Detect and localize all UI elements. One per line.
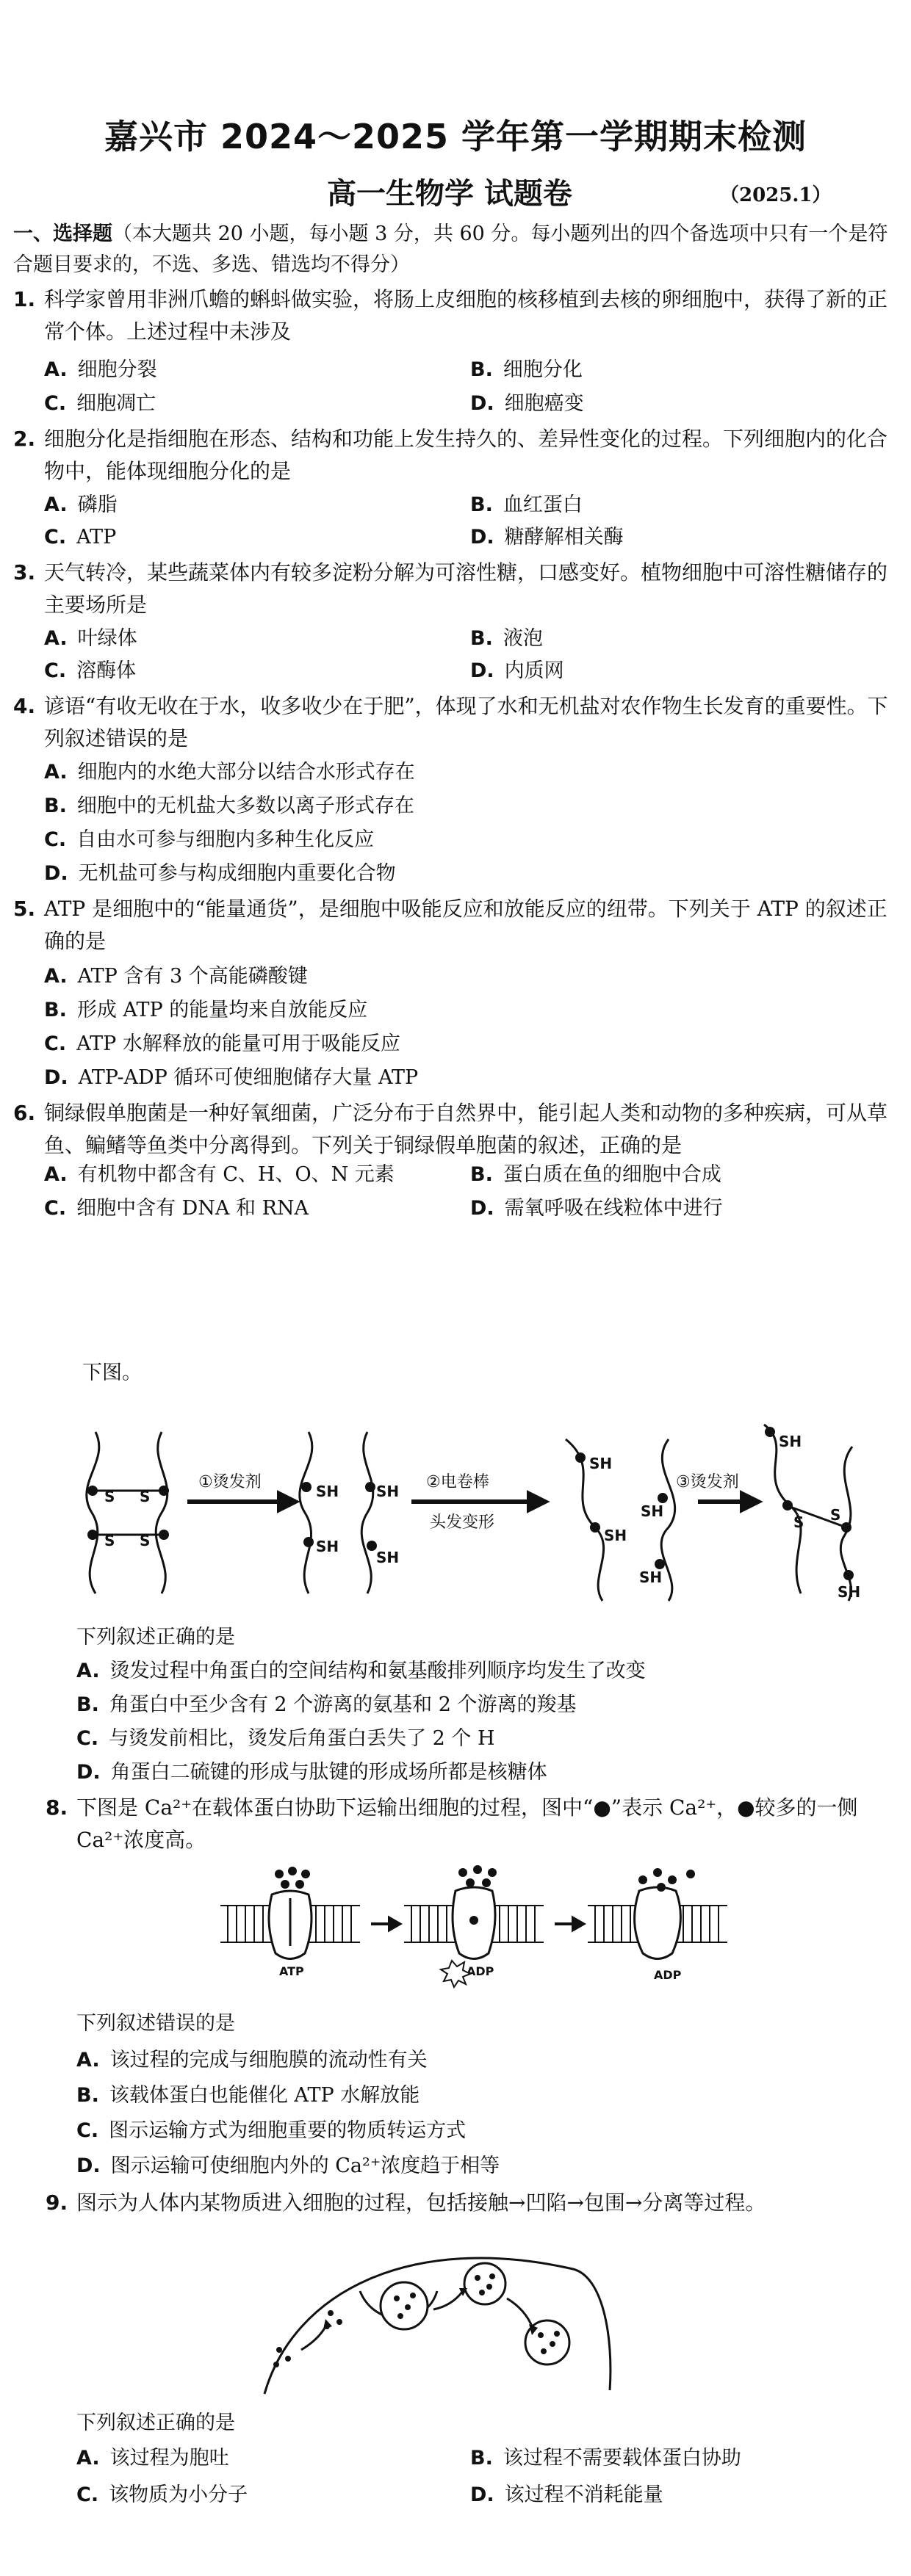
sh-label: SH — [376, 1549, 400, 1566]
question-number: 5. — [13, 897, 36, 921]
question-7-stem: 下列叙述正确的是 — [76, 1626, 235, 1649]
sh-label: SH — [316, 1538, 339, 1555]
s-label: S — [793, 1513, 804, 1531]
question-text: 谚语“有收无收在于水，收多收少在于肥”，体现了水和无机盐对农作物生长发育的重要性。下列叙述错误的是 — [44, 694, 888, 750]
question-5 — [13, 893, 896, 958]
option-a[interactable]: A. 细胞分裂 — [44, 358, 157, 381]
option-c[interactable]: C. 细胞中含有 DNA 和 RNA — [44, 1197, 309, 1220]
question-number: 9. — [46, 2190, 68, 2215]
s-label: S — [104, 1532, 115, 1549]
question-9-stem: 下列叙述正确的是 — [76, 2412, 235, 2434]
option-b[interactable]: B. 细胞分化 — [470, 358, 583, 381]
option-a[interactable]: A. 叶绿体 — [44, 627, 137, 650]
question-text: 细胞分化是指细胞在形态、结构和功能上发生持久的、差异性变化的过程。下列细胞内的化合物中，能体现细胞分化的是 — [44, 427, 888, 483]
sh-label: SH — [838, 1583, 861, 1601]
option-c[interactable]: C. 溶酶体 — [44, 659, 137, 682]
section-instructions — [13, 219, 895, 281]
section-text: （本大题共 20 小题，每小题 3 分，共 60 分。每小题列出的四个备选项中只有一个是符合题目要求的，不选、多选、错选均不得分） — [13, 222, 888, 276]
option-d[interactable]: D. 该过程不消耗能量 — [470, 2483, 663, 2506]
question-number: 8. — [46, 1795, 68, 1820]
option-b[interactable]: B. 液泡 — [470, 627, 543, 650]
s-label: S — [830, 1506, 841, 1524]
option-a[interactable]: A. 烫发过程中角蛋白的空间结构和氨基酸排列顺序均发生了改变 — [76, 1660, 646, 1682]
option-b[interactable]: B. 该过程不需要载体蛋白协助 — [470, 2447, 741, 2470]
option-a[interactable]: A. 该过程的完成与细胞膜的流动性有关 — [76, 2049, 428, 2072]
step-1-label: ①烫发剂 — [198, 1473, 262, 1491]
exam-title: 嘉兴市 2024～2025 学年第一学期期末检测 — [104, 117, 807, 156]
section-heading: 一、选择题 — [13, 222, 112, 245]
s-label: S — [140, 1532, 151, 1549]
question-text: 科学家曾用非洲爪蟾的蝌蚪做实验，将肠上皮细胞的核移植到去核的卵细胞中，获得了新的正常个体。上述过程中未涉及 — [44, 287, 888, 344]
option-a[interactable]: A. 该过程为胞吐 — [76, 2447, 229, 2470]
option-b[interactable]: B. 角蛋白中至少含有 2 个游离的氨基和 2 个游离的羧基 — [76, 1693, 577, 1716]
option-a[interactable]: A. 细胞内的水绝大部分以结合水形式存在 — [44, 761, 415, 784]
calcium-transport-diagram — [220, 1865, 735, 1990]
sh-label: SH — [589, 1455, 613, 1472]
option-b[interactable]: B. 形成 ATP 的能量均来自放能反应 — [44, 999, 368, 1021]
option-d[interactable]: D. ATP-ADP 循环可使细胞储存大量 ATP — [44, 1066, 419, 1089]
option-d[interactable]: D. 无机盐可参与构成细胞内重要化合物 — [44, 862, 396, 885]
s-label: S — [104, 1488, 115, 1505]
question-number: 2. — [13, 427, 36, 451]
question-text-line2: Ca²⁺浓度高。 — [76, 1828, 206, 1852]
endocytosis-diagram — [250, 2225, 647, 2401]
question-4 — [13, 690, 896, 755]
option-b[interactable]: B. 血红蛋白 — [470, 493, 583, 516]
option-a[interactable]: A. ATP 含有 3 个高能磷酸键 — [44, 965, 308, 988]
option-c[interactable]: C. 该物质为小分子 — [76, 2483, 248, 2506]
option-d[interactable]: D. 糖酵解相关酶 — [470, 526, 624, 549]
atp-label: ATP — [279, 1964, 304, 1978]
exam-date: （2025.1） — [720, 184, 832, 206]
sh-label: SH — [316, 1483, 339, 1500]
question-text-line1: 下图是 Ca²⁺在载体蛋白协助下运输出细胞的过程，图中“●”表示 Ca²⁺，●较多的一侧 — [76, 1795, 858, 1820]
option-b[interactable]: B. 蛋白质在鱼的细胞中合成 — [470, 1163, 721, 1186]
option-c[interactable]: C. 图示运输方式为细胞重要的物质转运方式 — [76, 2119, 467, 2142]
question-number: 1. — [13, 287, 36, 311]
exam-subtitle: 高一生物学 试题卷 — [327, 177, 572, 211]
option-b[interactable]: B. 该载体蛋白也能催化 ATP 水解放能 — [76, 2084, 420, 2107]
question-text: 天气转冷，某些蔬菜体内有较多淀粉分解为可溶性糖，口感变好。植物细胞中可溶性糖储存的主要场所是 — [44, 560, 888, 617]
sh-label: SH — [641, 1502, 664, 1520]
hair-perm-diagram — [59, 1417, 867, 1608]
question-number: 6. — [13, 1101, 36, 1125]
sh-label: SH — [604, 1527, 627, 1544]
question-6 — [13, 1097, 896, 1162]
sh-label: SH — [639, 1569, 663, 1586]
question-2 — [13, 423, 896, 488]
step-2-sub-label: 头发变形 — [430, 1513, 495, 1532]
question-8 — [46, 1792, 892, 1856]
option-c[interactable]: C. 与烫发前相比，烫发后角蛋白丢失了 2 个 H — [76, 1727, 495, 1750]
question-7-lead: 下图。 — [82, 1361, 142, 1384]
question-text: 铜绿假单胞菌是一种好氧细菌，广泛分布于自然界中，能引起人类和动物的多种疾病，可从草鱼、鳊鳍等鱼类中分离得到。下列关于铜绿假单胞菌的叙述，正确的是 — [44, 1101, 888, 1157]
step-3-label: ③烫发剂 — [676, 1473, 739, 1491]
sh-label: SH — [376, 1483, 400, 1500]
question-9 — [46, 2187, 892, 2219]
sh-label: SH — [779, 1433, 802, 1450]
question-8-stem: 下列叙述错误的是 — [76, 2012, 235, 2035]
option-b[interactable]: B. 细胞中的无机盐大多数以离子形式存在 — [44, 795, 414, 817]
question-3 — [13, 557, 896, 621]
adp-label: ADP — [467, 1964, 494, 1978]
question-1 — [13, 283, 896, 348]
option-c[interactable]: C. 自由水可参与细胞内多种生化反应 — [44, 828, 375, 851]
option-d[interactable]: D. 内质网 — [470, 659, 564, 682]
option-d[interactable]: D. 角蛋白二硫键的形成与肽键的形成场所都是核糖体 — [76, 1761, 547, 1784]
option-d[interactable]: D. 需氧呼吸在线粒体中进行 — [470, 1197, 723, 1220]
option-c[interactable]: C. ATP — [44, 526, 117, 549]
option-d[interactable]: D. 细胞癌变 — [470, 392, 584, 415]
question-number: 3. — [13, 560, 36, 585]
option-c[interactable]: C. ATP 水解释放的能量可用于吸能反应 — [44, 1032, 400, 1055]
option-c[interactable]: C. 细胞凋亡 — [44, 392, 156, 415]
question-text: 图示为人体内某物质进入细胞的过程，包括接触→凹陷→包围→分离等过程。 — [76, 2190, 766, 2215]
step-2-label: ②电卷棒 — [426, 1473, 489, 1491]
option-d[interactable]: D. 图示运输可使细胞内外的 Ca²⁺浓度趋于相等 — [76, 2154, 500, 2177]
option-a[interactable]: A. 磷脂 — [44, 493, 118, 516]
cut-off-row — [0, 1175, 911, 1220]
option-a[interactable]: A. 有机物中都含有 C、H、O、N 元素 — [44, 1163, 395, 1186]
adp-label: ADP — [654, 1968, 682, 1982]
question-text: ATP 是细胞中的“能量通货”，是细胞中吸能反应和放能反应的纽带。下列关于 ATP 的叙述正确的是 — [44, 897, 887, 953]
s-label: S — [140, 1488, 151, 1505]
question-number: 4. — [13, 694, 36, 718]
